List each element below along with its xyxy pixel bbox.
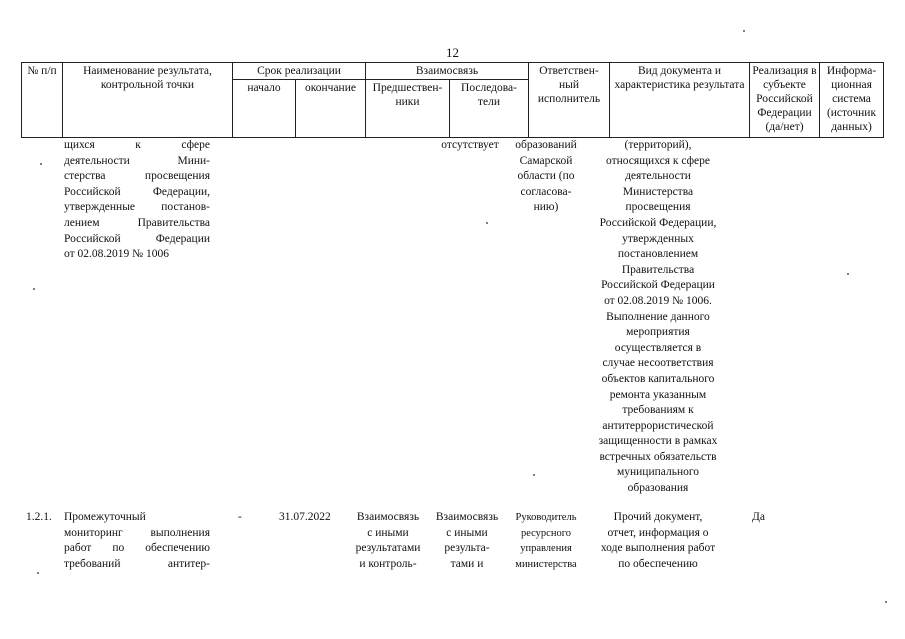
row2-end: 31.07.2022 (279, 511, 331, 523)
header-info-system: Информа-ционная система (источник данных) (820, 63, 884, 138)
text-line: осуществляется в (614, 341, 702, 354)
text-line (64, 138, 210, 154)
row2-implementation: Да (752, 511, 765, 523)
text-line: образований (515, 139, 577, 151)
text-line: относящихся к сфере (605, 154, 711, 167)
text-line: тами и (450, 557, 484, 570)
text-line: с иными (367, 526, 409, 539)
header-responsible: Ответствен-ный исполнитель (529, 63, 610, 138)
row2-responsible (506, 510, 586, 572)
text-line (64, 200, 210, 216)
text-line: (территорий), (624, 139, 692, 151)
text-line: Прочий документ, (613, 511, 703, 523)
text-word: стерства (64, 170, 106, 183)
text-line: Руководитель (515, 512, 577, 523)
text-line: муниципального (616, 466, 700, 479)
text-word: выполнения (150, 526, 210, 539)
text-line (64, 247, 210, 263)
page-number: 12 (446, 45, 459, 60)
text-line: Взаимосвязь (435, 511, 499, 523)
text-line: Правительства (621, 263, 695, 276)
text-line: случае несоответствия (602, 357, 714, 370)
text-line: нию) (533, 201, 559, 214)
text-word: Правительства (137, 216, 210, 229)
row1-successors: отсутствует (441, 139, 499, 151)
text-line: Министерства (622, 185, 694, 198)
text-word: Промежуточный (64, 511, 146, 523)
scan-speck (533, 474, 535, 476)
row2-num: 1.2.1. (26, 511, 52, 523)
text-line: мероприятия (626, 326, 690, 339)
text-word: обеспечению (145, 542, 210, 555)
text-line: постановлением (617, 248, 699, 261)
header-relation: Взаимосвязь (366, 63, 529, 80)
row2-successors (427, 510, 507, 572)
text-line: требованиям к (622, 404, 694, 417)
text-line: утвержденных (622, 232, 694, 245)
text-line: ремонта указанным (609, 388, 707, 401)
scan-speck (33, 288, 35, 290)
row2-predecessors (346, 510, 430, 572)
row1-name (64, 138, 210, 263)
text-line (64, 154, 210, 170)
text-line: и контроль- (359, 557, 417, 570)
text-word: работ (64, 542, 92, 555)
text-word: щихся (64, 139, 95, 151)
text-line: результа- (444, 542, 490, 555)
text-word: от 02.08.2019 № 1006 (64, 248, 169, 261)
text-line: с иными (446, 526, 488, 539)
text-line: Самарской (519, 154, 573, 167)
text-line: отчет, информация о (607, 526, 709, 539)
header-num: № п/п (22, 63, 63, 138)
text-line (64, 232, 210, 248)
row2-doc-description (589, 510, 727, 572)
text-word: деятельности (64, 154, 130, 167)
text-line: Российской Федерации (601, 279, 715, 292)
header-period: Срок реализации (233, 63, 366, 80)
text-line (64, 510, 210, 526)
text-word: просвещения (144, 170, 210, 183)
text-line: ресурсного (520, 527, 572, 539)
text-line: защищенности в рамках (598, 435, 718, 448)
table-header (21, 62, 884, 138)
text-line: управления (520, 543, 572, 555)
text-line: от 02.08.2019 № 1006. (604, 294, 712, 307)
row2-start: - (238, 511, 242, 523)
text-word: постанов- (161, 201, 210, 214)
text-line: результатами (355, 542, 421, 555)
header-name: Наименование результата, контрольной точки (63, 63, 233, 138)
scan-speck (885, 601, 887, 603)
text-line (64, 557, 210, 573)
scan-speck (847, 273, 849, 275)
text-line: Взаимосвязь (356, 511, 420, 523)
text-line: объектов капитального (601, 372, 715, 385)
text-line: встречных обязательств (599, 450, 717, 463)
scan-speck (37, 572, 39, 574)
text-word: антитер- (167, 557, 210, 570)
text-word: утвержденные (64, 201, 136, 214)
row2-name (64, 510, 210, 572)
text-word: Федерации, (152, 185, 210, 198)
text-word: мониторинг (64, 526, 123, 539)
text-word: по (112, 542, 125, 555)
row1-doc-description (589, 138, 727, 497)
text-line: ходе выполнения работ (600, 542, 716, 555)
text-word: требований (64, 557, 121, 570)
scan-speck (40, 163, 42, 165)
text-word: к (135, 139, 141, 151)
text-line: Российской Федерации, (599, 216, 717, 229)
text-line: министерства (515, 558, 577, 570)
text-line: области (по (517, 170, 575, 183)
header-end: окончание (296, 80, 366, 138)
text-word: лением (64, 216, 100, 229)
text-line (64, 169, 210, 185)
text-line (64, 541, 210, 557)
row1-responsible (506, 138, 586, 216)
text-line (64, 185, 210, 201)
text-line (64, 526, 210, 542)
text-line: по обеспечению (618, 557, 698, 570)
text-word: Мини- (177, 154, 210, 167)
text-word: Российской (64, 185, 121, 198)
text-line (64, 216, 210, 232)
header-doc-type: Вид документа и характеристика результата (610, 63, 750, 138)
text-line: просвещения (625, 201, 691, 214)
text-word: сфере (181, 139, 210, 151)
header-predecessors: Предшествен-ники (366, 80, 450, 138)
text-word: Российской (64, 232, 121, 245)
header-successors: Последова-тели (450, 80, 529, 138)
text-line: согласова- (520, 185, 572, 198)
scan-speck (486, 222, 488, 224)
scan-speck (743, 30, 745, 32)
text-line: антитеррористической (602, 419, 714, 432)
text-line: Выполнение данного (606, 310, 710, 323)
text-line: деятельности (625, 170, 691, 183)
header-start: начало (233, 80, 296, 138)
header-implementation: Реализация в субъекте Российской Федерации (да/нет) (750, 63, 820, 138)
text-line: образования (627, 482, 689, 495)
text-word: Федерации (155, 232, 210, 245)
